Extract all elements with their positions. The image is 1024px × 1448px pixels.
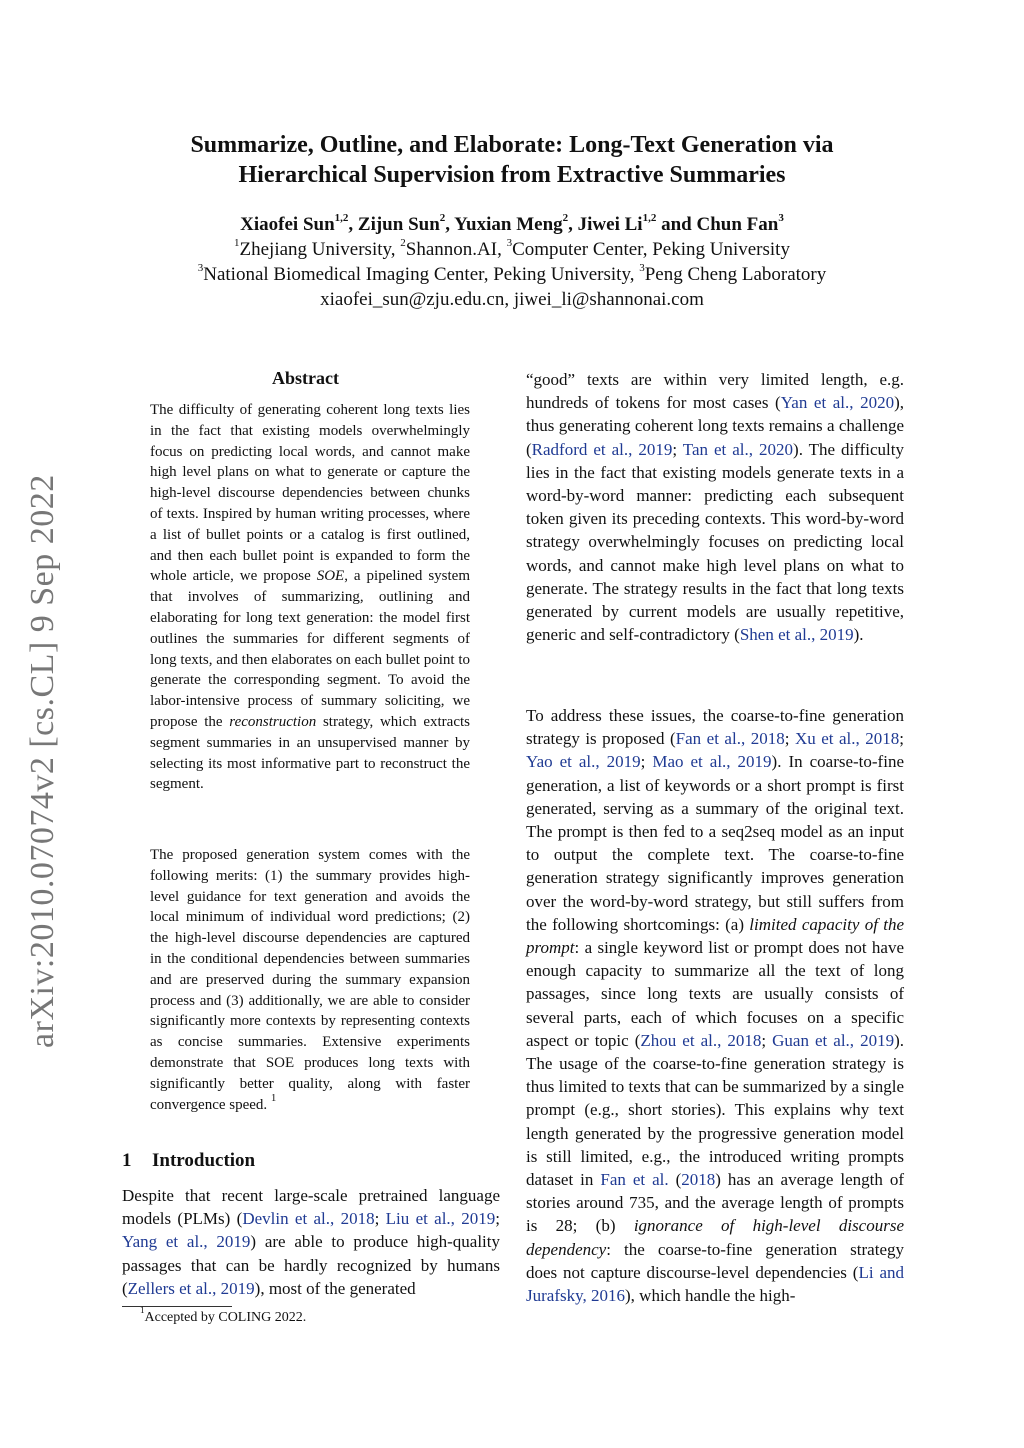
citation-zellers[interactable]: Zellers et al., 2019 — [127, 1278, 255, 1298]
citation-li-jurafsky[interactable]: Li and Jurafsky, 2016 — [526, 1262, 904, 1306]
author-3: Yuxian Meng$^2$ — [454, 211, 569, 235]
abstract-heading: Abstract — [272, 368, 339, 388]
intro-paragraph-right-2: To address these issues, the coarse-to-fine generation strategy is proposed (Fan et al., 2018; Xu et al., 2018; Yao et al., 2019; Mao et al., 2019). In coarse-to-fine generation, a list of keywords or a short prompt is first generated, serving as a summary of the original text. The prompt is then fed to a seq2seq model as an input to output the complete text. The coarse-to-fine generation strategy significantly improves generation over the word-by-word strategy, but still suffers from the following shortcomings: (a) limited capacity of the prompt: a single keyword list or prompt does not have enough capacity to summarize all the text of long passages, since long texts are usually consists of several parts, each of which focuses on a specific aspect or topic (Zhou et al., 2018; Guan et al., 2019). The usage of the coarse-to-fine generation strategy is thus limited to texts that can be summarized by a single prompt (e.g., short stories). This explains why text length generated by the progressive generation model is still limited, e.g., the introduced writing prompts dataset in Fan et al. (2018) has an average length of stories around 735, and the average length of prompts is 28; (b) ignorance of high-level discourse dependency: the coarse-to-fine generation strategy does not capture discourse-level dependencies (Li and Jurafsky, 2016), which handle the high- — [526, 706, 905, 1306]
citation-radford[interactable]: Radford et al., 2019 — [531, 439, 673, 459]
title-line-1: Summarize, Outline, and Elaborate: Long-Text Generation via — [190, 132, 834, 158]
arxiv-identifier: arXiv:2010.07074v2 [cs.CL] 9 Sep 2022 — [24, 474, 61, 1048]
citation-yan[interactable]: Yan et al., 2020 — [780, 393, 895, 413]
citation-fan-inline-year[interactable]: 2018 — [681, 1170, 716, 1190]
affiliation-line-1: $^1$Zhejiang University, $^2$Shannon.AI, $^3$Computer Center, Peking University — [234, 236, 790, 260]
affiliation-line-2: $^3$National Biomedical Imaging Center, Peking University, $^3$Peng Cheng Laboratory — [197, 261, 827, 285]
citation-fan-inline[interactable]: Fan et al. — [600, 1170, 669, 1190]
citation-guan[interactable]: Guan et al., 2019 — [772, 1030, 895, 1050]
author-1: Xiaofei Sun$^{1,2}$ — [240, 211, 349, 235]
citation-yao[interactable]: Yao et al., 2019 — [526, 752, 641, 772]
citation-fan-2018[interactable]: Fan et al., 2018 — [675, 729, 785, 749]
author-2: Zijun Sun$^2$ — [357, 211, 446, 235]
author-4: Jiwei Li$^{1,2}$ — [577, 211, 657, 235]
title-line-2: Hierarchical Supervision from Extractive Summaries — [238, 162, 786, 188]
intro-paragraph-right-1: “good” texts are within very limited length, e.g. hundreds of tokens for most cases (Yan et al., 2020), thus generating coherent long texts remains a challenge (Radford et al., 2019; Tan et al., 2020). The difficulty lies in the fact that existing models generate texts in a word-by-word manner: predicting each subsequent token given its preceding contexts. This word-by-word strategy overwhelmingly focuses on predicting local words, and cannot make high level plans on what to generate. The strategy results in the fact that long texts generated by current models are usually repetitive, generic and self-contradictory (Shen et al., 2019). — [526, 370, 904, 645]
footnote: $^1$Accepted by COLING 2022. — [140, 1305, 307, 1325]
paper-title — [100, 130, 924, 190]
author-block — [80, 212, 944, 312]
author-names: Xiaofei Sun$^{1,2}$, Zijun Sun$^2$, Yuxian Meng$^2$, Jiwei Li$^{1,2}$ and Chun Fan$^3$ — [240, 211, 784, 235]
author-5: Chun Fan$^3$ — [696, 211, 784, 235]
abstract-paragraph-2: The proposed generation system comes with the following merits: (1) the summary provides high-level guidance for text generation and avoids the local minimum of individual word predictions; (2) the high-level discourse dependencies are captured in the conditional dependencies between summaries and are preserved during the summary expansion process and (3) additionally, we are able to consider significantly more contexts by representing contexts as concise summaries. Extensive experiments demonstrate that SOE produces long texts with significantly better quality, along with faster convergence speed. $^1$ — [150, 847, 470, 1113]
citation-tan[interactable]: Tan et al., 2020 — [682, 439, 794, 459]
author-emails: xiaofei_sun@zju.edu.cn, jiwei_li@shannonai.com — [320, 289, 704, 310]
footnote-rule — [122, 1306, 232, 1307]
citation-shen[interactable]: Shen et al., 2019 — [739, 625, 854, 645]
section-heading-introduction: 1 Introduction — [122, 1150, 256, 1171]
citation-mao[interactable]: Mao et al., 2019 — [652, 752, 772, 772]
citation-devlin[interactable]: Devlin et al., 2018 — [242, 1209, 375, 1229]
abstract-paragraph-1: The difficulty of generating coherent long texts lies in the fact that existing models overwhelmingly focus on predicting local words, and cannot make high level plans on what to generate or capture the high-level discourse dependencies between chunks of texts. Inspired by human writing processes, where a list of bullet points or a catalog is first outlined, and then each bullet point is expanded to form the whole article, we propose SOE, a pipelined system that involves of summarizing, outlining and elaborating for long text generation: the model first outlines the summaries for different segments of long texts, and then elaborates on each bullet point to generate the corresponding segment. To avoid the labor-intensive process of summary soliciting, we propose the reconstruction strategy, which extracts segment summaries in an unsupervised manner by selecting its most informative part to reconstruct the segment. — [150, 402, 470, 793]
citation-xu[interactable]: Xu et al., 2018 — [794, 729, 900, 749]
citation-liu[interactable]: Liu et al., 2019 — [385, 1209, 496, 1229]
citation-zhou[interactable]: Zhou et al., 2018 — [640, 1030, 762, 1050]
intro-paragraph-left: Despite that recent large-scale pretrained language models (PLMs) (Devlin et al., 2018; Liu et al., 2019; Yang et al., 2019) are able to produce high-quality passages that can be hardly recognized by humans (Zellers et al., 2019), most of the generated — [122, 1186, 500, 1298]
citation-yang[interactable]: Yang et al., 2019 — [122, 1232, 251, 1252]
